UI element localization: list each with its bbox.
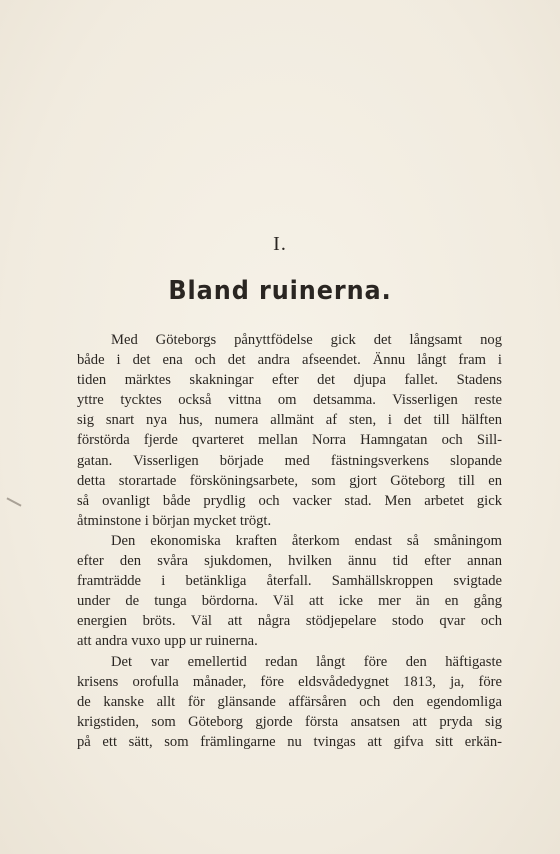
text-line: gatan. Visserligen började med fästningsverkens slopande	[77, 452, 502, 469]
text-line: tiden märktes skakningar efter det djupa fallet. Stadens	[77, 372, 502, 389]
text-line: sig snart nya hus, numera allmänt af sten, i det till hälften	[77, 412, 502, 429]
text-line: yttre tycktes också vittna om detsamma. Visserligen reste	[77, 392, 502, 409]
chapter-title: Bland ruinerna.	[168, 276, 392, 306]
text-line: förstörda fjerde qvarteret mellan Norra Hamngatan och Sill-	[77, 432, 502, 449]
text-line: krisens orofulla månader, före eldsvådedygnet 1813, ja, före	[77, 673, 502, 690]
body-text	[77, 330, 502, 752]
text-line: Det var emellertid redan långt före den häftigaste	[111, 653, 502, 670]
text-line: Med Göteborgs pånyttfödelse gick det långsamt nog	[111, 332, 502, 348]
margin-pencil-mark	[6, 497, 21, 506]
text-line: framträdde i betänkliga återfall. Samhällskroppen svigtade	[77, 573, 502, 590]
text-line: krigstiden, som Göteborg gjorde första ansatsen att pryda sig	[77, 713, 502, 730]
text-line: Den ekonomiska kraften återkom endast så småningom	[111, 532, 502, 549]
text-line: på ett sätt, som främlingarne nu tvingas att gifva sitt erkän-	[77, 733, 502, 750]
text-line: efter den svåra sjukdomen, hvilken ännu tid efter annan	[77, 553, 502, 570]
text-line: så ovanligt både prydlig och vacker stad. Men arbetet gick	[77, 492, 502, 509]
text-line: både i det ena och det andra afseendet. Ännu långt fram i	[77, 352, 502, 369]
text-line: de kanske allt för glänsande affärsåren och den egendomliga	[77, 693, 502, 710]
text-line: detta storartade försköningsarbete, som gjort Göteborg till en	[77, 472, 502, 489]
chapter-number: I.	[273, 233, 287, 255]
text-line: energien bröts. Väl att några stödjepelare stodo qvar och	[77, 613, 502, 630]
text-line: att andra vuxo upp ur ruinerna.	[77, 633, 258, 650]
text-line: åtminstone i början mycket trögt.	[77, 512, 272, 529]
text-line: under de tunga bördorna. Väl att icke mer än en gång	[77, 593, 502, 610]
